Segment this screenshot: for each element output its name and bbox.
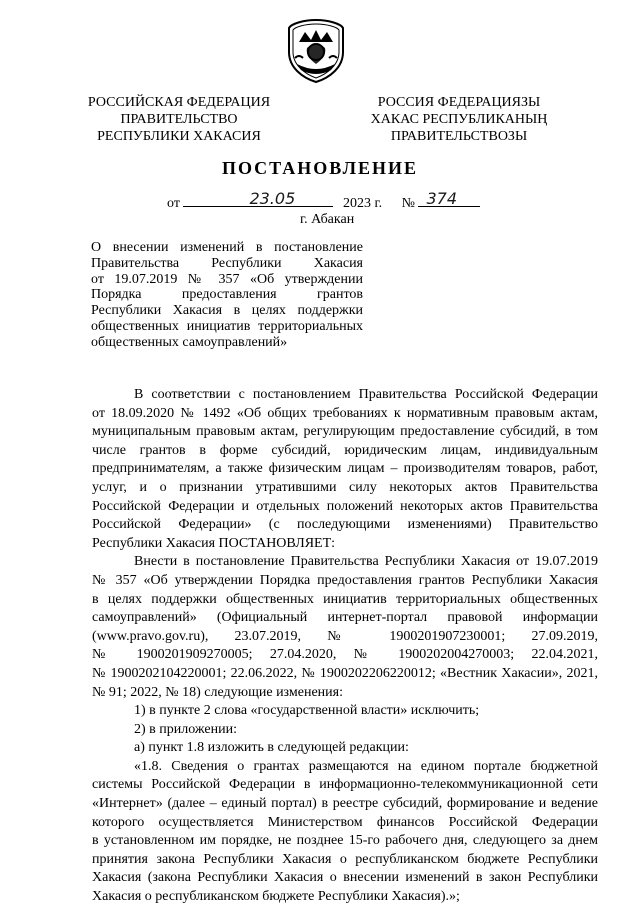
body-line: Российской Федерации и отдельных положений некоторых актов Правительства [92, 498, 598, 514]
body-line: принятия закона Республики Хакасия о республиканском бюджете Республики [92, 851, 598, 867]
body-line: а) пункт 1.8 изложить в следующей редакции: [134, 740, 409, 756]
body-line: от 18.09.2020 № 1492 «Об общих требованиях к нормативным правовым актам, [92, 405, 598, 421]
header-right-line: РОССИЯ ФЕДЕРАЦИЯЗЫ [377, 95, 541, 110]
body-line: в целях поддержки общественных инициатив территориальных общественных [92, 591, 598, 607]
number-sign: № [401, 196, 415, 211]
subject-line: О внесении изменений в постановление [91, 240, 363, 255]
subject-line: общественных самоуправлений» [91, 334, 288, 350]
header-left-line: РОССИЙСКАЯ ФЕДЕРАЦИЯ [87, 95, 271, 110]
subject-line: Республики Хакасия в целях поддержки [91, 303, 363, 319]
body-line: № 1900201909270005; 27.04.2020, № 1900202004270003; 22.04.2021, [92, 647, 598, 663]
body-line: Хакасия (закона Республики Хакасия о внесении изменений в закон Республики [92, 870, 598, 886]
body-text [92, 386, 598, 907]
body-line: Хакасия о республиканском бюджете Республики Хакасия).»; [92, 889, 460, 905]
handwritten-date: 23.05 [249, 189, 296, 208]
body-line: Республики Хакасия ПОСТАНОВЛЯЕТ: [92, 535, 336, 551]
date-line [167, 189, 480, 212]
body-line: № 1900202104220001; 22.06.2022, № 1900202206220012; «Вестник Хакасии», 2021, [92, 665, 598, 681]
subject-line: от 19.07.2019 № 357 «Об утверждении [91, 271, 363, 287]
header-left-line: РЕСПУБЛИКИ ХАКАСИЯ [97, 129, 261, 144]
body-line: В соответствии с постановлением Правительства Российской Федерации [134, 387, 598, 402]
body-line: которого осуществляется Министерством финансов Российской Федерации [92, 814, 598, 830]
date-prefix: от [167, 196, 180, 211]
body-line: Внести в постановление Правительства Республики Хакасия от 19.07.2019 [134, 554, 598, 570]
body-line: предпринимателям, а также физическим лицам – производителям товаров, работ, [92, 461, 598, 477]
number-blank [418, 189, 480, 208]
body-line: самоуправлений» (Официальный интернет-портал правовой информации [92, 610, 598, 626]
handwritten-number: 374 [426, 189, 458, 208]
body-line: в установленном им порядке, не позднее 15-го рабочего дня, следующего за днем [92, 833, 598, 849]
header-right [344, 94, 574, 145]
header-left-line: ПРАВИТЕЛЬСТВО [120, 112, 238, 127]
header-right-line: ПРАВИТЕЛЬСТВОЗЫ [390, 129, 528, 144]
body-line: № 91; 2022, № 18) следующие изменения: [92, 684, 343, 700]
body-line: услуг, и о признании утратившими силу некоторых актов Правительства [92, 479, 598, 495]
body-line: муниципальным правовым актам, регулирующим предоставление субсидий, в том [92, 424, 598, 440]
subject-line: Порядка предоставления грантов [91, 287, 363, 303]
subject-line: Правительства Республики Хакасия [91, 255, 363, 271]
coat-of-arms-emblem [285, 18, 347, 84]
body-line: системы Российской Федерации в информационно-телекоммуникационной сети [92, 777, 598, 793]
city-line: г. Абакан [300, 212, 355, 227]
body-line: № 357 «Об утверждении Порядка предоставления грантов Республики Хакасия [92, 572, 598, 588]
body-line: «Интернет» (далее – единый портал) в реестре субсидий, формирование и ведение [92, 796, 598, 812]
header-left [64, 94, 294, 145]
body-line: числе грантов в форме субсидий, юридическим лицам, индивидуальным [92, 442, 598, 458]
body-line: 2) в приложении: [134, 721, 237, 737]
document-title: ПОСТАНОВЛЕНИЕ [221, 158, 419, 178]
year-text: 2023 г. [342, 196, 383, 211]
header-right-line: ХАКАС РЕСПУБЛИКАНЫҢ [370, 112, 548, 127]
subject-line: общественных инициатив территориальных [91, 318, 363, 334]
subject-block [91, 240, 363, 351]
date-blank [183, 189, 333, 208]
body-line: «1.8. Сведения о грантах размещаются на едином портале бюджетной [134, 758, 598, 774]
body-line: 1) в пункте 2 слова «государственной власти» исключить; [134, 703, 480, 719]
body-line: Российской Федерации» (с последующими изменениями) Правительство [92, 517, 598, 533]
body-line: (www.pravo.gov.ru), 23.07.2019, № 1900201907230001; 27.09.2019, [92, 628, 598, 644]
